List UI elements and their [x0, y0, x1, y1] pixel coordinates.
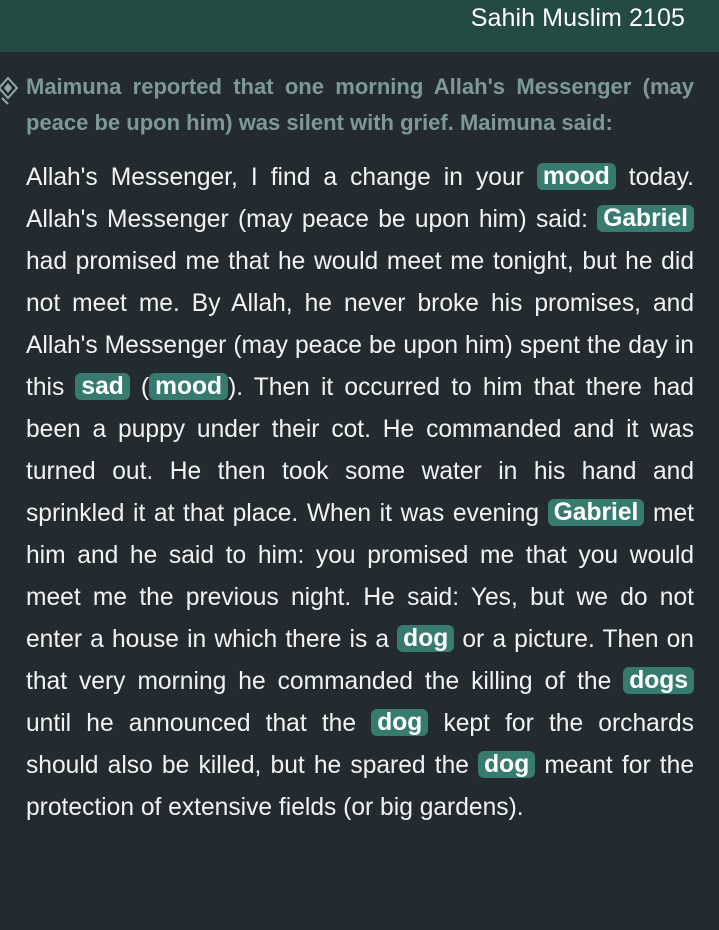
text-segment: had promised me that he would meet me tonight, but he did not meet me. By Allah, he never broke his promises, and Allah's Messenger (may peace be upon him) spent the day in this: [26, 248, 694, 401]
narration-text: [26, 157, 694, 829]
narration-intro: Maimuna reported that one morning Allah's Messenger (may peace be upon him) was silent with grief. Maimuna said:: [26, 74, 694, 135]
text-segment: today. Allah's Messenger (may peace be upon him) said:: [26, 164, 694, 233]
keyword-highlight[interactable]: Gabriel: [548, 499, 645, 526]
hadith-reference-title: Sahih Muslim 2105: [470, 4, 685, 32]
keyword-highlight[interactable]: dogs: [623, 667, 694, 694]
keyword-highlight[interactable]: Gabriel: [597, 205, 694, 232]
diamond-bullet-icon: [0, 76, 20, 106]
keyword-highlight[interactable]: sad: [75, 373, 129, 400]
text-segment: until he announced that the: [26, 710, 372, 737]
keyword-highlight[interactable]: dog: [371, 709, 428, 736]
text-segment: ). Then it occurred to him that there had been a puppy under their cot. He commanded and it was turned out. He then took some water in his hand and sprinkled it at that place. When it was evening: [26, 374, 694, 527]
text-segment: meant for the protection of extensive fields (or big gardens).: [26, 752, 694, 821]
text-segment: (: [129, 374, 150, 401]
keyword-highlight[interactable]: dog: [478, 751, 535, 778]
keyword-highlight[interactable]: dog: [397, 625, 454, 652]
text-segment: met him and he said to him: you promised me that you would meet me the previous night. He said: Yes, but we do not enter a house in which there is a: [26, 500, 694, 653]
text-segment: or a picture. Then on that very morning he commanded the killing of the: [26, 626, 694, 695]
keyword-highlight[interactable]: mood: [537, 163, 616, 190]
text-segment: kept for the orchards should also be killed, but he spared the: [26, 710, 694, 779]
text-segment: Allah's Messenger, I find a change in your: [26, 164, 537, 191]
keyword-highlight[interactable]: mood: [149, 373, 228, 400]
app-header: [0, 0, 719, 52]
